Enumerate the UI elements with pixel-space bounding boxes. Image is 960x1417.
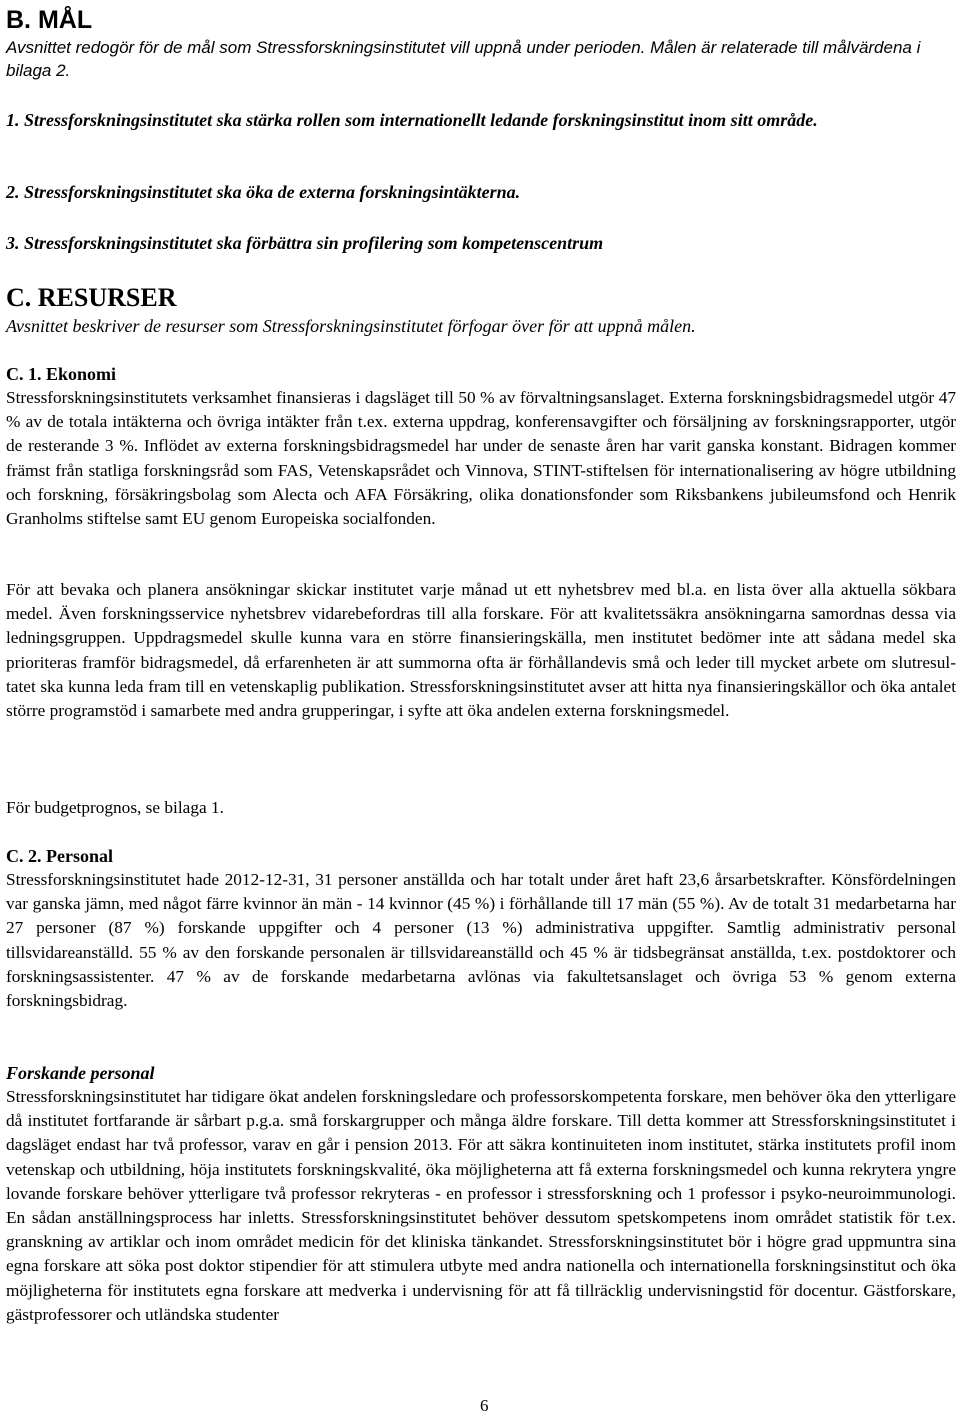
page-number: 6	[480, 1396, 489, 1415]
section-b-intro: Avsnittet redogör för de mål som Stressforskningsinstitutet vill uppnå under perioden. Målen är relaterade till målvärdena i bilaga 2.	[6, 38, 921, 80]
economy-paragraph-2: För att bevaka och planera ansökningar skickar institutet varje månad ut ett nyhetsbrev med bl.a. en lista över alla aktuella sökbara medel. Även forskningsservice nyhetsbrev vidarebefordras till alla forskare. För att kvalitetssäkra ansökningarna samordnas dessa via ledningsgruppen. Uppdragsmedel skulle kunna vara en större finansieringskälla, men institutet bedömer inte att sådana medel ska prioriteras framför bidragsmedel, då erfarenheten är att summorna ofta är förhållandevis små och leder till mycket arbete om slutresultatet ska kunna leda fram till en vetenskaplig publikation. Stressforskningsinstitutet avser att hitta nya finansieringskällor och öka antalet större programstöd i samarbete med andra grupperingar, i syfte att öka andelen externa forskningsmedel.	[6, 580, 956, 721]
research-staff-paragraph: Stressforskningsinstitutet har tidigare ökat andelen forskningsledare och professorskompetenta forskare, men behöver öka den ytterligare då institutet fortfarande är sårbart p.g.a. små forskargrupper och många äldre forskare. Till detta kommer att Stressforskningsinstitutet i dagsläget endast har två professor, varav en går i pension 2013. För att säkra kontinuiteten inom institutet, stärka institutets profil inom vetenskap och utbildning, höja institutets forskningskvalité, öka möjligheterna att få externa forskningsmedel och kunna rekrytera yngre lovande forskare behöver ytterligare två professor rekryteras - en professor i stressforskning och 1 professor i psyko-neuroimmunologi. En sådan anställningsprocess har inletts. Stressforskningsinstitutet behöver dessutom spetskompetens inom området statistik för t.ex. granskning av artiklar och inom området medicin för det kliniska tänkandet. Stressforskningsinstitutet bör i högre grad uppmuntra sina egna forskare att söka post doktor stipendier för att stimulera utbyte med andra nationella och internationella forskningsinstitut och öka möjligheterna för institutets egna forskare att medverka i undervisning för att få tillräcklig undervisningstid för docentur. Gästforskare, gästprofessorer och utländska studenter	[6, 1087, 956, 1324]
research-staff-heading: Forskande personal	[6, 1063, 155, 1083]
section-b-heading: B. MÅL	[6, 6, 93, 34]
economy-paragraph-3: För budgetprognos, se bilaga 1.	[6, 798, 224, 817]
goal-3: 3. Stressforskningsinstitutet ska förbättra sin profilering som kompetenscentrum	[6, 233, 604, 253]
personnel-heading: C. 2. Personal	[6, 846, 113, 866]
goal-1: 1. Stressforskningsinstitutet ska stärka rollen som internationellt ledande forskningsinstitut inom sitt område.	[6, 110, 818, 130]
economy-heading: C. 1. Ekonomi	[6, 364, 117, 384]
economy-paragraph-1: Stressforskningsinstitutets verksamhet finansieras i dagsläget till 50 % av förvaltningsanslaget. Externa forskningsbidragsmedel utgör 47 % av de totala intäkterna och övriga intäkter från t.ex. externa uppdrag, konferensavgifter och försäljning av forskningsrapporter, utgör de resterande 3 %. Inflödet av externa forskningsbidragsmedel har under de senaste åren har varit ganska konstant. Bidragen kommer främst från statliga forskningsråd som FAS, Vetenskapsrådet och Vinnova, STINT-stiftelsen för internationalisering av högre utbildning och forskning, försäkringsbolag som Alecta och AFA Försäkring, olika donationsfonder som Riksbankens jubileumsfond och Henrik Granholms stiftelse samt EU genom Europeiska socialfonden.	[6, 388, 956, 529]
section-c-intro: Avsnittet beskriver de resurser som Stressforskningsinstitutet förfogar över för att uppnå målen.	[6, 316, 696, 336]
goal-2: 2. Stressforskningsinstitutet ska öka de externa forskningsintäkterna.	[6, 182, 521, 202]
section-c-heading: C. RESURSER	[6, 283, 177, 312]
personnel-paragraph-1: Stressforskningsinstitutet hade 2012-12-31, 31 personer anställda och har totalt under året haft 23,6 årsarbetskrafter. Könsfördelningen var ganska jämn, med något färre kvinnor än män - 14 kvinnor (45 %) i förhållande till 17 män (55 %). Av de totalt 31 medarbetarna har 27 personer (87 %) forskande uppgifter och 4 personer (13 %) administrativa uppgifter. Samtlig administrativ personal tillsvidareanställd. 55 % av den forskande personalen är tillsvidareanställd och 45 % är tidsbegränsat anställda, t.ex. postdoktorer och forskningsassistenter. 47 % av de forskande medarbetarna avlönas via fakultetsanslaget och övriga 53 % genom externa forskningsbidrag.	[6, 870, 956, 1011]
